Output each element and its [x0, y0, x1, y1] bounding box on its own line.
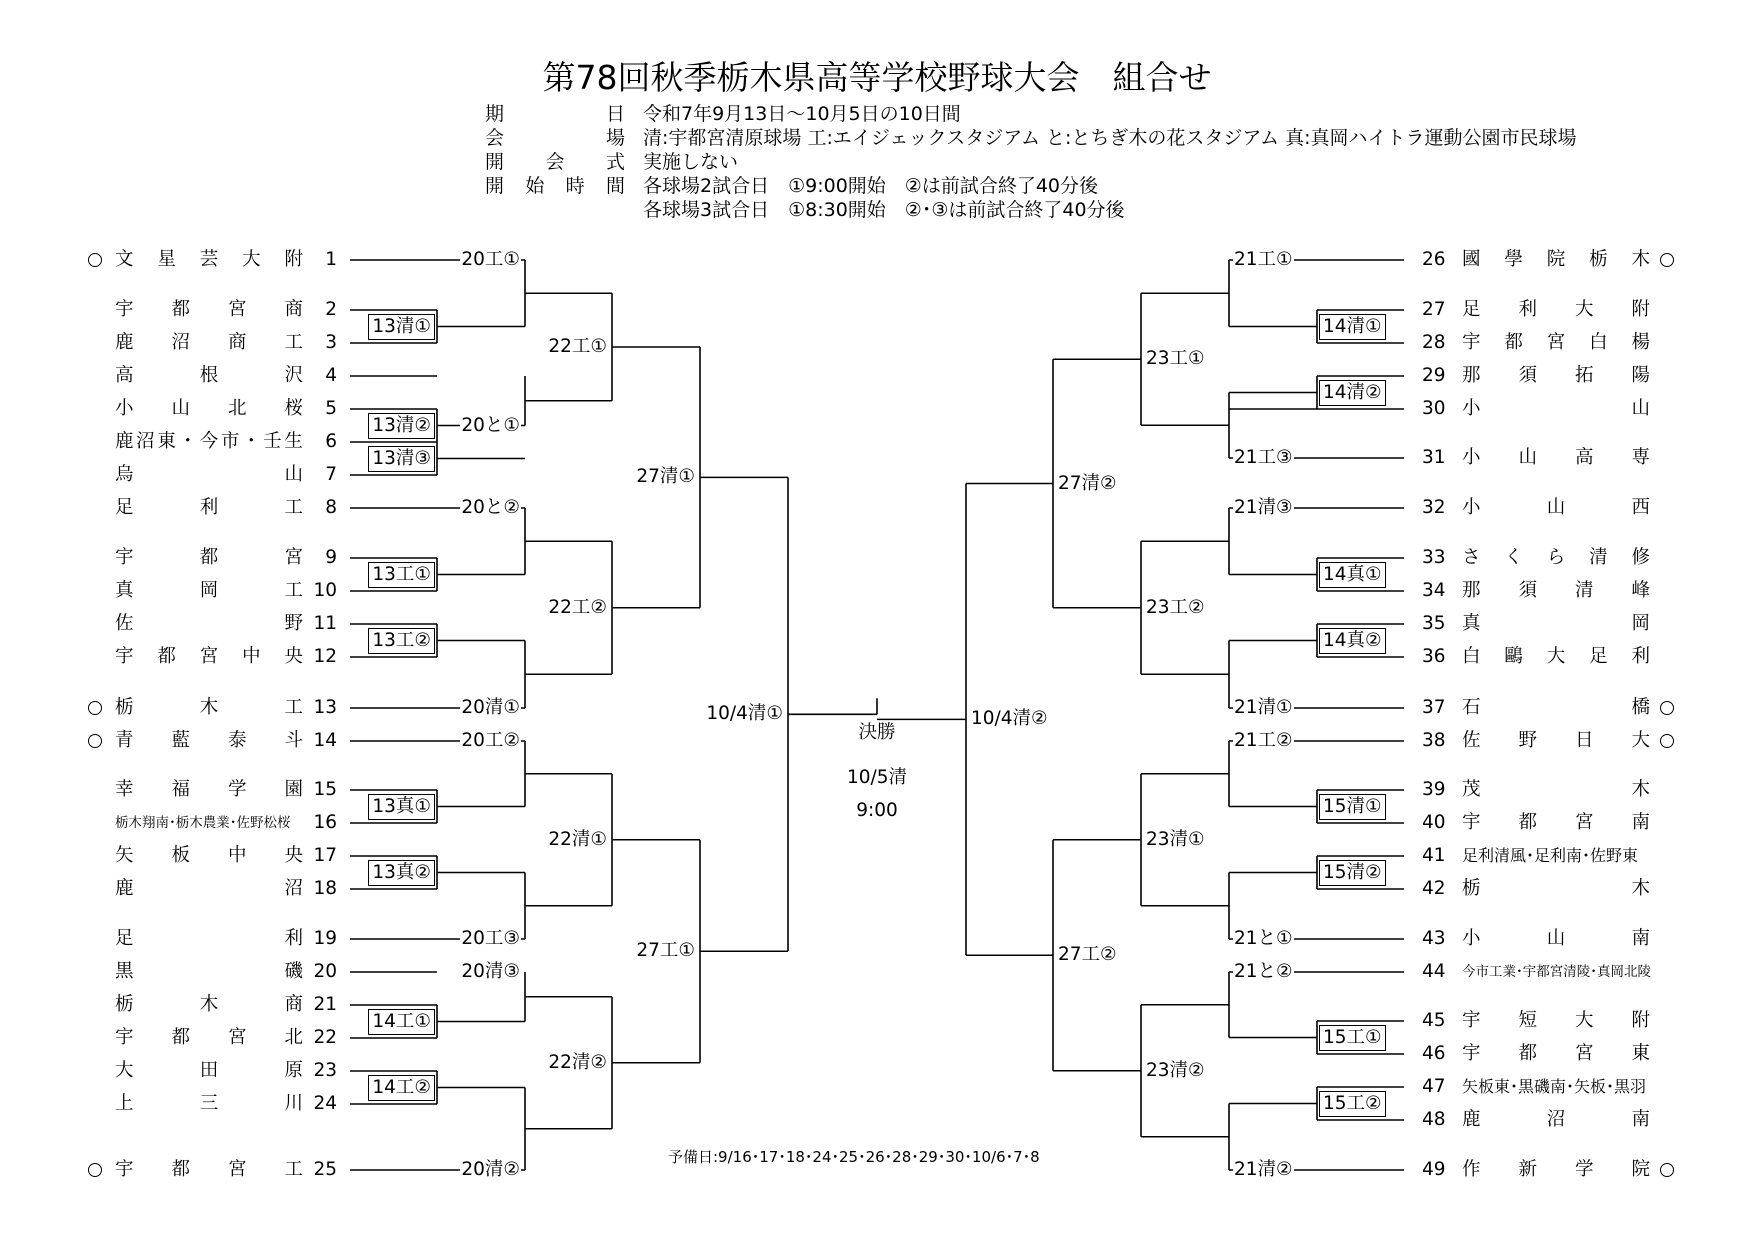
team-number: 42: [1422, 878, 1446, 899]
team-name: 矢 板 中 央: [115, 845, 303, 866]
team-number: 39: [1422, 779, 1446, 800]
team-number: 24: [313, 1093, 337, 1114]
team-name: 栃木翔南･栃木農業･佐野松桜: [115, 815, 291, 831]
team-name: 宇 都 宮 東: [1462, 1043, 1650, 1064]
match-label: 13清③: [368, 446, 435, 472]
final-time: 9:00: [856, 800, 898, 822]
match-label: 15工②: [1319, 1091, 1386, 1117]
team-number: 2: [325, 299, 337, 320]
team-name: 上 三 川: [115, 1093, 303, 1114]
team-name: 今市工業･宇都宮清陵･真岡北陵: [1462, 964, 1651, 980]
team-name: 烏 山: [115, 464, 303, 485]
team-name: 小 山: [1462, 398, 1650, 419]
team-number: 11: [313, 613, 337, 634]
team-name: 宇 都 宮 北: [115, 1027, 303, 1048]
team-number: 5: [325, 398, 337, 419]
info-label: 開 会 式: [485, 151, 625, 173]
team-name: 那 須 清 峰: [1462, 580, 1650, 601]
match-label: 20工③: [460, 926, 521, 952]
team-name: 佐 野 日 大: [1462, 730, 1650, 751]
match-label: 27清①: [635, 464, 696, 490]
seed-mark: [88, 734, 102, 748]
team-number: 18: [313, 878, 337, 899]
team-number: 28: [1422, 332, 1446, 353]
team-number: 20: [313, 961, 337, 982]
match-label: 14清①: [1319, 314, 1386, 340]
seed-mark: [1660, 253, 1674, 267]
team-name: 大 田 原: [115, 1060, 303, 1081]
team-name: 足 利: [115, 928, 303, 949]
team-number: 41: [1422, 845, 1446, 866]
team-number: 40: [1422, 812, 1446, 833]
team-number: 7: [325, 464, 337, 485]
team-number: 12: [313, 646, 337, 667]
match-label: 13真②: [368, 860, 435, 886]
team-name: 宇 都 宮 中 央: [115, 646, 303, 667]
team-number: 8: [325, 497, 337, 518]
team-name: 栃 木: [1462, 878, 1650, 899]
team-name: 幸 福 学 園: [115, 779, 303, 800]
seed-mark: [1660, 1163, 1674, 1177]
match-label: 14真①: [1319, 562, 1386, 588]
match-label: 14真②: [1319, 628, 1386, 654]
team-name: 真 岡 工: [115, 580, 303, 601]
info-label: 会 場: [485, 127, 625, 149]
match-label: 21と①: [1233, 926, 1294, 952]
team-name: 文 星 芸 大 附: [115, 249, 303, 270]
team-name: 栃 木 工: [115, 697, 303, 718]
team-number: 25: [313, 1159, 337, 1180]
match-label: 14清②: [1319, 380, 1386, 406]
team-number: 26: [1422, 249, 1446, 270]
team-number: 31: [1422, 447, 1446, 468]
team-name: 足利清風･足利南･佐野東: [1462, 846, 1639, 865]
info-value: 清:宇都宮清原球場 工:エイジェックスタジアム と:とちぎ木の花スタジアム 真:真岡ハイトラ運動公園市民球場: [643, 127, 1577, 149]
match-label: 27清②: [1057, 471, 1118, 497]
reserve-days: 予備日:9/16･17･18･24･25･26･28･29･30･10/6･7･8: [668, 1148, 1040, 1166]
match-label: 15清①: [1319, 794, 1386, 820]
team-number: 6: [325, 431, 337, 452]
final-date: 10/5清: [846, 767, 908, 789]
team-number: 30: [1422, 398, 1446, 419]
team-name: 那 須 拓 陽: [1462, 365, 1650, 386]
team-name: 作 新 学 院: [1462, 1159, 1650, 1180]
team-number: 34: [1422, 580, 1446, 601]
match-label: 20と②: [460, 495, 521, 521]
match-label: 13工②: [368, 628, 435, 654]
match-label: 21と②: [1233, 959, 1294, 985]
team-name: 宇 都 宮 工: [115, 1159, 303, 1180]
team-number: 49: [1422, 1159, 1446, 1180]
match-label: 22工①: [547, 334, 608, 360]
match-label: 20工②: [460, 728, 521, 754]
match-label: 21清③: [1233, 495, 1294, 521]
seed-mark: [1660, 734, 1674, 748]
match-label: 20清②: [460, 1157, 521, 1183]
team-number: 44: [1422, 961, 1446, 982]
match-label: 23工①: [1145, 346, 1206, 372]
info-value: 各球場2試合日 ①9:00開始 ②は前試合終了40分後: [643, 175, 1098, 197]
match-label: 23清①: [1145, 827, 1206, 853]
team-name: 宇 都 宮: [115, 547, 303, 568]
team-number: 35: [1422, 613, 1446, 634]
final-label: 決勝: [858, 722, 896, 744]
team-number: 32: [1422, 497, 1446, 518]
team-number: 10: [313, 580, 337, 601]
team-name: 足 利 大 附: [1462, 299, 1650, 320]
info-value: 実施しない: [643, 151, 739, 173]
match-label: 21清②: [1233, 1157, 1294, 1183]
match-label: 27工②: [1057, 942, 1118, 968]
match-label: 21工②: [1233, 728, 1294, 754]
team-number: 13: [313, 697, 337, 718]
match-label: 14工②: [368, 1075, 435, 1101]
team-number: 48: [1422, 1109, 1446, 1130]
match-label: 27工①: [635, 938, 696, 964]
seed-mark: [88, 1163, 102, 1177]
info-label: 期 日: [485, 103, 625, 125]
team-number: 22: [313, 1027, 337, 1048]
match-label: 22清②: [547, 1050, 608, 1076]
team-name: 宇 都 宮 白 楊: [1462, 332, 1650, 353]
team-name: 真 岡: [1462, 613, 1650, 634]
info-value: 令和7年9月13日～10月5日の10日間: [643, 103, 961, 125]
team-number: 3: [325, 332, 337, 353]
team-name: 小 山 高 専: [1462, 447, 1650, 468]
team-name: 佐 野: [115, 613, 303, 634]
team-number: 1: [325, 249, 337, 270]
seed-mark: [88, 253, 102, 267]
team-name: 小 山 北 桜: [115, 398, 303, 419]
match-label: 23清②: [1145, 1058, 1206, 1084]
team-number: 21: [313, 994, 337, 1015]
team-name: 矢板東･黒磯南･矢板･黒羽: [1462, 1077, 1647, 1096]
team-number: 23: [313, 1060, 337, 1081]
match-label: 20清①: [460, 695, 521, 721]
team-number: 47: [1422, 1076, 1446, 1097]
team-name: さ く ら 清 修: [1462, 547, 1650, 568]
match-label: 13清②: [368, 413, 435, 439]
team-name: 足 利 工: [115, 497, 303, 518]
team-number: 16: [313, 812, 337, 833]
match-label: 22清①: [547, 827, 608, 853]
team-number: 4: [325, 365, 337, 386]
match-label: 10/4清①: [705, 701, 784, 727]
team-number: 27: [1422, 299, 1446, 320]
team-name: 黒 磯: [115, 961, 303, 982]
team-number: 9: [325, 547, 337, 568]
match-label: 23工②: [1145, 595, 1206, 621]
team-name: 高 根 沢: [115, 365, 303, 386]
team-number: 36: [1422, 646, 1446, 667]
match-label: 13真①: [368, 794, 435, 820]
team-name: 白 鷗 大 足 利: [1462, 646, 1650, 667]
team-number: 45: [1422, 1010, 1446, 1031]
team-name: 國 學 院 栃 木: [1462, 249, 1650, 270]
page-title: 第78回秋季栃木県高等学校野球大会 組合せ: [542, 58, 1212, 97]
team-number: 15: [313, 779, 337, 800]
team-number: 14: [313, 730, 337, 751]
team-name: 茂 木: [1462, 779, 1650, 800]
match-label: 20清③: [460, 959, 521, 985]
team-name: 宇 短 大 附: [1462, 1010, 1650, 1031]
match-label: 20と①: [460, 413, 521, 439]
team-name: 鹿 沼: [115, 878, 303, 899]
seed-mark: [88, 701, 102, 715]
team-name: 宇 都 宮 商: [115, 299, 303, 320]
match-label: 14工①: [368, 1009, 435, 1035]
info-label: 開 始 時 間: [485, 175, 625, 197]
team-name: 青 藍 泰 斗: [115, 730, 303, 751]
team-number: 43: [1422, 928, 1446, 949]
match-label: 22工②: [547, 595, 608, 621]
team-name: 鹿 沼 商 工: [115, 332, 303, 353]
match-label: 13工①: [368, 562, 435, 588]
seed-mark: [1660, 701, 1674, 715]
match-label: 21工①: [1233, 247, 1294, 273]
team-number: 29: [1422, 365, 1446, 386]
team-name: 石 橋: [1462, 697, 1650, 718]
team-number: 33: [1422, 547, 1446, 568]
match-label: 21工③: [1233, 445, 1294, 471]
team-number: 38: [1422, 730, 1446, 751]
match-label: 13清①: [368, 314, 435, 340]
match-label: 15工①: [1319, 1025, 1386, 1051]
team-name: 小 山 南: [1462, 928, 1650, 949]
info-value: 各球場3試合日 ①8:30開始 ②･③は前試合終了40分後: [643, 199, 1125, 221]
match-label: 21清①: [1233, 695, 1294, 721]
team-number: 17: [313, 845, 337, 866]
team-name: 栃 木 商: [115, 994, 303, 1015]
team-number: 37: [1422, 697, 1446, 718]
match-label: 10/4清②: [970, 706, 1049, 732]
team-number: 46: [1422, 1043, 1446, 1064]
team-name: 宇 都 宮 南: [1462, 812, 1650, 833]
team-name: 鹿 沼 東 ・ 今 市 ・ 壬 生: [115, 431, 303, 452]
match-label: 15清②: [1319, 860, 1386, 886]
team-name: 鹿 沼 南: [1462, 1109, 1650, 1130]
team-name: 小 山 西: [1462, 497, 1650, 518]
team-number: 19: [313, 928, 337, 949]
match-label: 20工①: [460, 247, 521, 273]
